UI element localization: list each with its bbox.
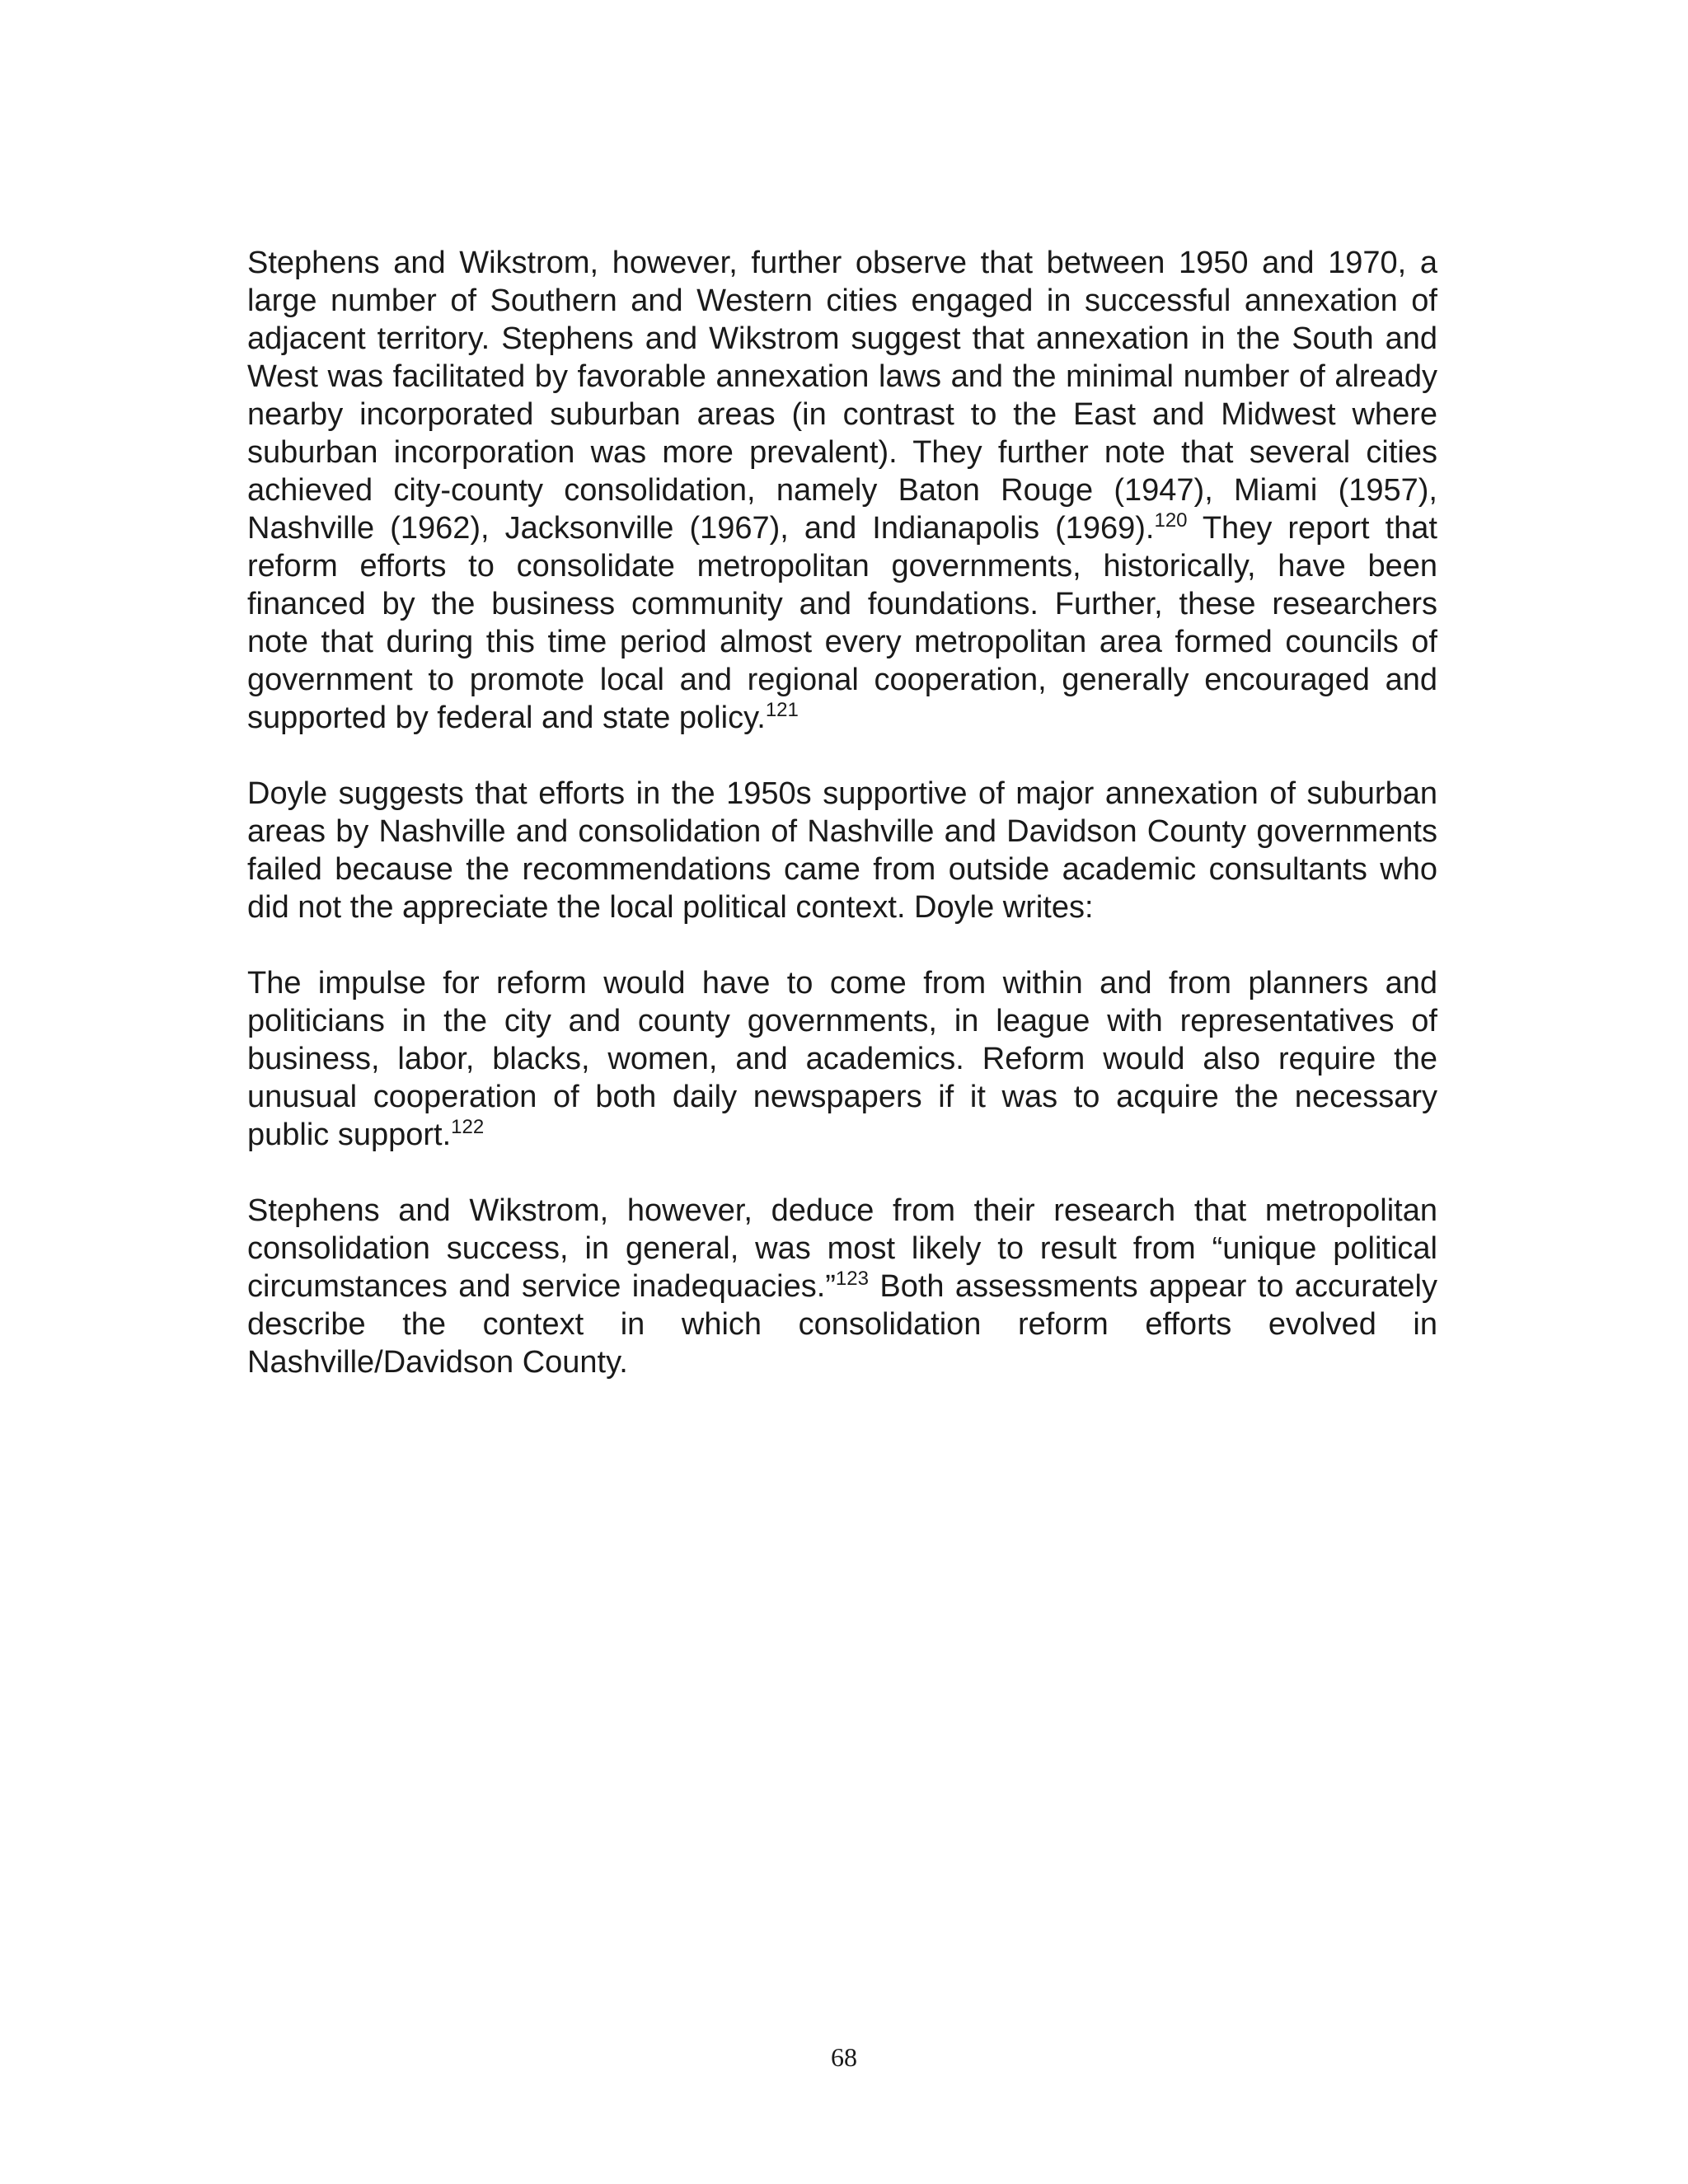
page-number: 68 bbox=[831, 2042, 857, 2072]
footnote-ref-121: 121 bbox=[765, 699, 799, 721]
footnote-ref-123: 123 bbox=[835, 1268, 869, 1290]
block-quote-doyle bbox=[247, 964, 1437, 1154]
paragraph-consolidation-success bbox=[247, 1192, 1437, 1381]
paragraph-text: Stephens and Wikstrom, however, further observe that between 1950 and 1970, a large number of Southern and Western cities engaged in successful annexation of adjacent territory. Stephens and Wikstrom suggest that annexation in the South and West was facilitated by favorable annexation laws and the minimal number of already nearby incorporated suburban areas (in contrast to the East and Midwest where suburban incorporation was more prevalent). They further note that several cities achieved city-county consolidation, namely Baton Rouge (1947), Miami (1957), Nashville (1962), Jacksonville (1967), and Indianapolis (1969). bbox=[247, 246, 1437, 546]
paragraph-text: They report that reform efforts to consolidate metropolitan governments, historically, have been financed by the business community and foundations. Further, these researchers note that during this time period almost every metropolitan area formed councils of government to promote local and regional cooperation, generally encouraged and supported by federal and state policy. bbox=[247, 511, 1437, 735]
footnote-ref-122: 122 bbox=[451, 1116, 485, 1138]
paragraph-annexation-history bbox=[247, 244, 1437, 737]
footnote-ref-120: 120 bbox=[1154, 509, 1188, 532]
paragraph-doyle-suggestion bbox=[247, 775, 1437, 926]
quote-text: The impulse for reform would have to come from within and from planners and politicians in the city and county governments, in league with representatives of business, labor, blacks, women, and academics. Reform would also require the unusual cooperation of both daily newspapers if it was to acquire the necessary public support. bbox=[247, 966, 1437, 1152]
paragraph-text: Stephens and Wikstrom, however, deduce from their research that metropolitan consolidation success, in general, was most likely to result from “unique political circumstances and service inadequacies.” bbox=[247, 1193, 1437, 1304]
paragraph-text: Doyle suggests that efforts in the 1950s supportive of major annexation of suburban areas by Nashville and consolidation of Nashville and Davidson County governments failed because the recommendations came from outside academic consultants who did not the appreciate the local political context. Doyle writes: bbox=[247, 776, 1437, 925]
body-text bbox=[247, 244, 1437, 1381]
paragraph-text: Both assessments appear to accurately describe the context in which consolidation reform efforts evolved in Nashville/Davidson County. bbox=[247, 1269, 1437, 1380]
